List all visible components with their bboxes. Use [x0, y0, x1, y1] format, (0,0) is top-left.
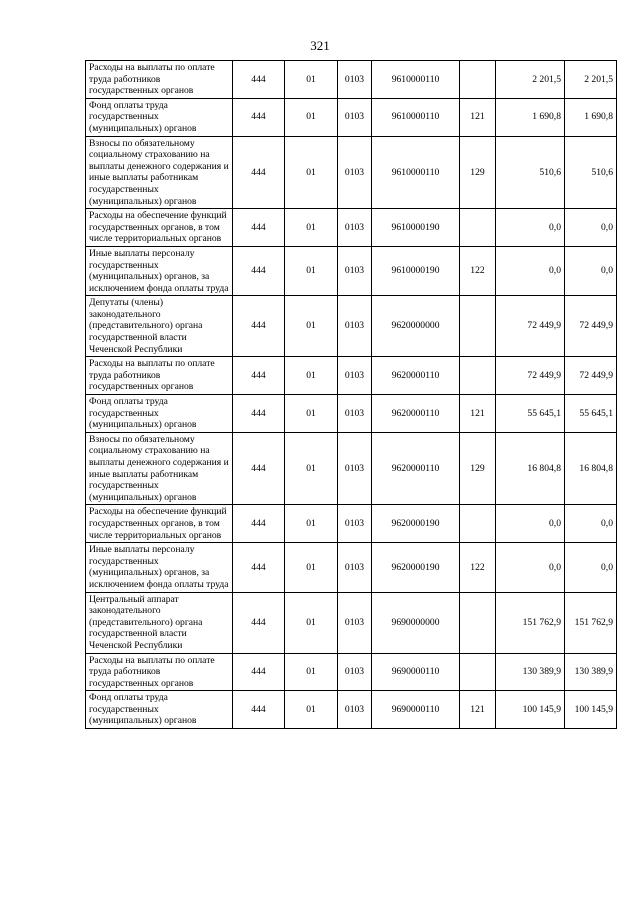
cell-amount-2: 72 449,9 — [565, 357, 617, 395]
cell-name: Фонд оплаты труда государственных (муниципальных) органов — [86, 691, 233, 729]
cell-subsection: 0103 — [338, 543, 372, 592]
table-row — [86, 98, 617, 136]
cell-name: Расходы на выплаты по оплате труда работников государственных органов — [86, 61, 233, 99]
cell-subsection: 0103 — [338, 98, 372, 136]
cell-section: 01 — [285, 61, 338, 99]
cell-target-article: 9610000190 — [372, 246, 460, 295]
cell-amount-1: 72 449,9 — [496, 357, 565, 395]
cell-amount-1: 2 201,5 — [496, 61, 565, 99]
table-row — [86, 61, 617, 99]
cell-section: 01 — [285, 246, 338, 295]
cell-name: Депутаты (члены) законодательного (представительного) органа государственной власти Чеченской Республики — [86, 296, 233, 357]
cell-expense-type: 121 — [460, 691, 496, 729]
cell-subsection: 0103 — [338, 691, 372, 729]
cell-ministry: 444 — [233, 395, 285, 433]
cell-amount-2: 0,0 — [565, 543, 617, 592]
cell-amount-2: 0,0 — [565, 246, 617, 295]
cell-ministry: 444 — [233, 357, 285, 395]
cell-amount-1: 0,0 — [496, 505, 565, 543]
cell-amount-2: 130 389,9 — [565, 653, 617, 691]
cell-subsection: 0103 — [338, 395, 372, 433]
cell-name: Фонд оплаты труда государственных (муниципальных) органов — [86, 395, 233, 433]
cell-subsection: 0103 — [338, 357, 372, 395]
cell-subsection: 0103 — [338, 61, 372, 99]
cell-section: 01 — [285, 209, 338, 247]
table-row — [86, 653, 617, 691]
table-row — [86, 246, 617, 295]
cell-ministry: 444 — [233, 209, 285, 247]
cell-subsection: 0103 — [338, 432, 372, 505]
cell-section: 01 — [285, 98, 338, 136]
table-row — [86, 592, 617, 653]
cell-target-article: 9690000110 — [372, 653, 460, 691]
cell-subsection: 0103 — [338, 136, 372, 209]
cell-amount-2: 510,6 — [565, 136, 617, 209]
cell-amount-1: 130 389,9 — [496, 653, 565, 691]
cell-expense-type: 121 — [460, 98, 496, 136]
cell-expense-type — [460, 61, 496, 99]
cell-amount-1: 100 145,9 — [496, 691, 565, 729]
cell-expense-type — [460, 653, 496, 691]
cell-section: 01 — [285, 357, 338, 395]
cell-target-article: 9620000110 — [372, 357, 460, 395]
cell-section: 01 — [285, 543, 338, 592]
cell-section: 01 — [285, 432, 338, 505]
cell-target-article: 9620000000 — [372, 296, 460, 357]
cell-target-article: 9610000110 — [372, 61, 460, 99]
cell-amount-2: 0,0 — [565, 505, 617, 543]
cell-target-article: 9610000110 — [372, 136, 460, 209]
cell-expense-type — [460, 357, 496, 395]
cell-amount-1: 0,0 — [496, 209, 565, 247]
cell-name: Иные выплаты персоналу государственных (муниципальных) органов, за исключением фонда оплаты труда — [86, 246, 233, 295]
cell-ministry: 444 — [233, 505, 285, 543]
cell-expense-type — [460, 296, 496, 357]
table-row — [86, 505, 617, 543]
cell-name: Иные выплаты персоналу государственных (муниципальных) органов, за исключением фонда оплаты труда — [86, 543, 233, 592]
cell-subsection: 0103 — [338, 505, 372, 543]
cell-amount-1: 16 804,8 — [496, 432, 565, 505]
cell-ministry: 444 — [233, 246, 285, 295]
cell-expense-type: 122 — [460, 543, 496, 592]
cell-target-article: 9620000110 — [372, 395, 460, 433]
cell-target-article: 9610000190 — [372, 209, 460, 247]
page-number: 321 — [310, 38, 330, 53]
cell-amount-2: 100 145,9 — [565, 691, 617, 729]
cell-subsection: 0103 — [338, 653, 372, 691]
cell-ministry: 444 — [233, 136, 285, 209]
table-row — [86, 136, 617, 209]
cell-amount-2: 0,0 — [565, 209, 617, 247]
cell-name: Центральный аппарат законодательного (представительного) органа государственной власти Чеченской Республики — [86, 592, 233, 653]
table-row — [86, 357, 617, 395]
cell-ministry: 444 — [233, 98, 285, 136]
cell-expense-type — [460, 505, 496, 543]
cell-target-article: 9610000110 — [372, 98, 460, 136]
cell-amount-2: 2 201,5 — [565, 61, 617, 99]
cell-expense-type: 129 — [460, 432, 496, 505]
cell-expense-type: 121 — [460, 395, 496, 433]
cell-name: Расходы на выплаты по оплате труда работников государственных органов — [86, 653, 233, 691]
table-row — [86, 691, 617, 729]
cell-target-article: 9620000190 — [372, 505, 460, 543]
cell-expense-type: 129 — [460, 136, 496, 209]
cell-amount-1: 0,0 — [496, 543, 565, 592]
cell-section: 01 — [285, 395, 338, 433]
cell-name: Расходы на выплаты по оплате труда работников государственных органов — [86, 357, 233, 395]
cell-ministry: 444 — [233, 61, 285, 99]
cell-subsection: 0103 — [338, 296, 372, 357]
cell-name: Расходы на обеспечение функций государственных органов, в том числе территориальных органов — [86, 209, 233, 247]
cell-expense-type: 122 — [460, 246, 496, 295]
cell-amount-1: 72 449,9 — [496, 296, 565, 357]
cell-target-article: 9620000110 — [372, 432, 460, 505]
cell-section: 01 — [285, 136, 338, 209]
cell-section: 01 — [285, 653, 338, 691]
cell-name: Взносы по обязательному социальному страхованию на выплаты денежного содержания и иные выплаты работникам государственных (муниципальных) органов — [86, 432, 233, 505]
cell-name: Взносы по обязательному социальному страхованию на выплаты денежного содержания и иные выплаты работникам государственных (муниципальных) органов — [86, 136, 233, 209]
cell-ministry: 444 — [233, 653, 285, 691]
table-row — [86, 432, 617, 505]
cell-amount-1: 55 645,1 — [496, 395, 565, 433]
cell-name: Фонд оплаты труда государственных (муниципальных) органов — [86, 98, 233, 136]
cell-expense-type — [460, 209, 496, 247]
cell-expense-type — [460, 592, 496, 653]
cell-amount-1: 1 690,8 — [496, 98, 565, 136]
cell-amount-2: 151 762,9 — [565, 592, 617, 653]
cell-name: Расходы на обеспечение функций государственных органов, в том числе территориальных органов — [86, 505, 233, 543]
cell-amount-1: 151 762,9 — [496, 592, 565, 653]
cell-subsection: 0103 — [338, 246, 372, 295]
table-body — [86, 61, 617, 729]
cell-section: 01 — [285, 592, 338, 653]
cell-amount-1: 0,0 — [496, 246, 565, 295]
cell-ministry: 444 — [233, 543, 285, 592]
table-row — [86, 543, 617, 592]
cell-target-article: 9690000000 — [372, 592, 460, 653]
table-row — [86, 209, 617, 247]
cell-ministry: 444 — [233, 432, 285, 505]
table-row — [86, 296, 617, 357]
cell-amount-2: 1 690,8 — [565, 98, 617, 136]
cell-amount-2: 16 804,8 — [565, 432, 617, 505]
cell-section: 01 — [285, 296, 338, 357]
cell-section: 01 — [285, 505, 338, 543]
cell-target-article: 9690000110 — [372, 691, 460, 729]
table-row — [86, 395, 617, 433]
cell-ministry: 444 — [233, 691, 285, 729]
cell-section: 01 — [285, 691, 338, 729]
cell-ministry: 444 — [233, 592, 285, 653]
cell-subsection: 0103 — [338, 209, 372, 247]
cell-target-article: 9620000190 — [372, 543, 460, 592]
cell-amount-1: 510,6 — [496, 136, 565, 209]
cell-ministry: 444 — [233, 296, 285, 357]
cell-amount-2: 55 645,1 — [565, 395, 617, 433]
budget-table — [85, 60, 617, 729]
cell-amount-2: 72 449,9 — [565, 296, 617, 357]
cell-subsection: 0103 — [338, 592, 372, 653]
